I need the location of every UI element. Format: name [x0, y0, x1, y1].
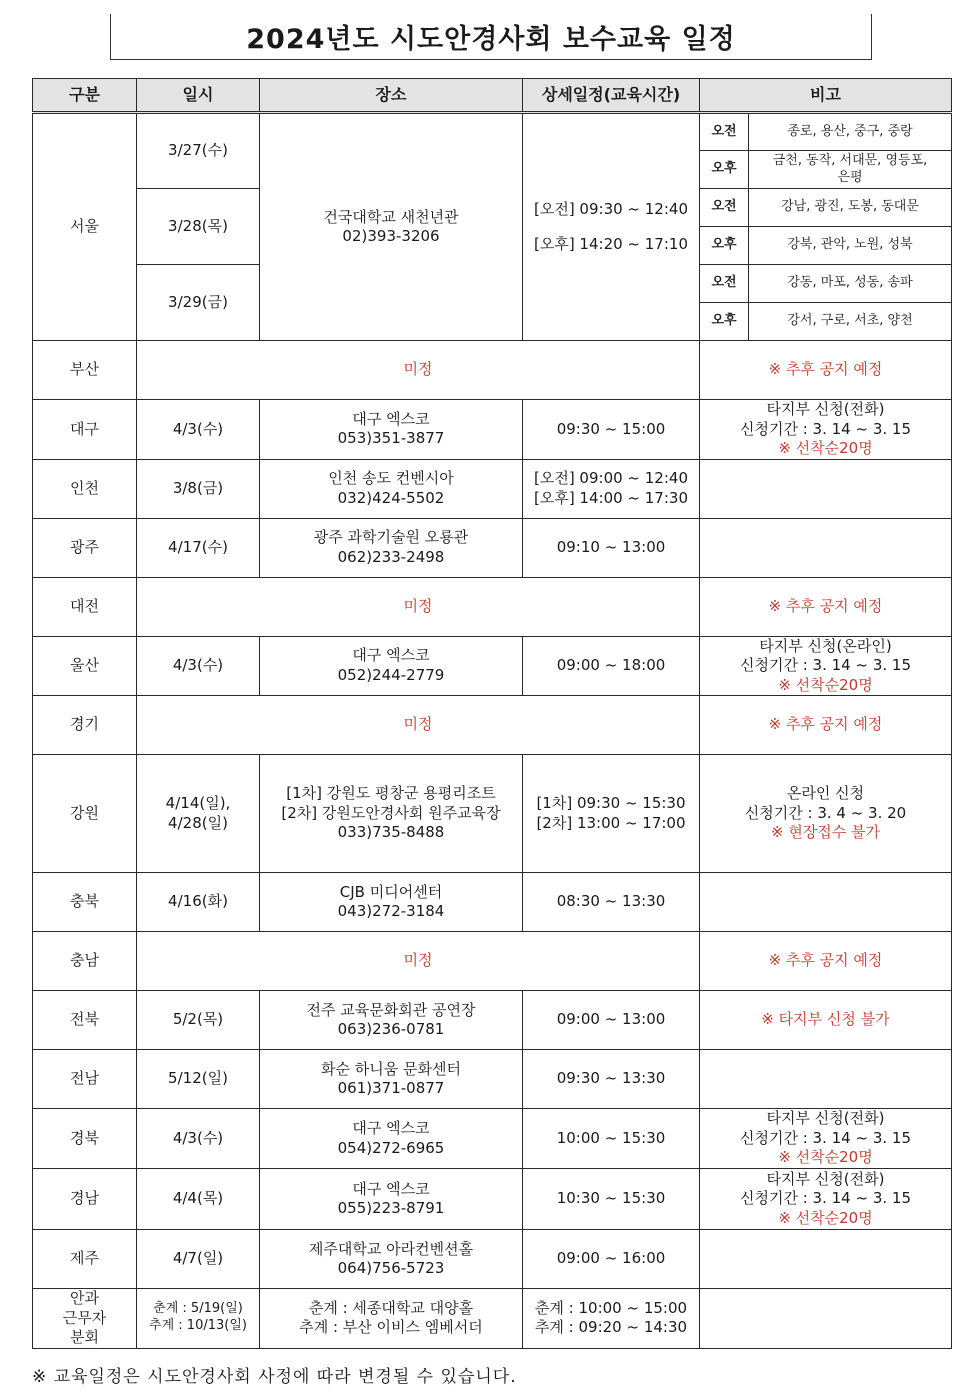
date-cell: 3/28(목)	[137, 189, 260, 265]
table-row	[33, 755, 952, 873]
note-cell: 타지부 신청(전화) 신청기간 : 3. 14 ~ 3. 15 ※ 선착순20명	[700, 1169, 952, 1230]
table-row	[33, 636, 952, 696]
session-ap: 오전	[700, 265, 749, 303]
region-cell: 충남	[33, 932, 137, 991]
table-row	[33, 341, 952, 400]
region-cell: 전남	[33, 1050, 137, 1109]
note-cell	[700, 518, 952, 577]
table-row	[33, 577, 952, 636]
date-cell: 4/3(수)	[137, 1109, 260, 1169]
date-cell: 4/14(일), 4/28(일)	[137, 755, 260, 873]
note-cell: 온라인 신청 신청기간 : 3. 4 ~ 3. 20 ※ 현장접수 불가	[700, 755, 952, 873]
table-row	[33, 113, 952, 151]
session-ap: 오후	[700, 303, 749, 341]
note-cell: ※ 추후 공지 예정	[700, 932, 952, 991]
note-cell: ※ 추후 공지 예정	[700, 696, 952, 755]
region-cell: 경북	[33, 1109, 137, 1169]
table-row	[33, 400, 952, 460]
header-note: 비고	[700, 79, 952, 113]
header-time: 상세일정(교육시간)	[523, 79, 700, 113]
date-cell: 3/27(수)	[137, 113, 260, 189]
place-cell: 인천 송도 컨벤시아 032)424-5502	[260, 459, 523, 518]
time-cell: [오전] 09:30 ~ 12:40 [오후] 14:20 ~ 17:10	[523, 113, 700, 341]
table-row	[33, 696, 952, 755]
time-cell: [오전] 09:00 ~ 12:40 [오후] 14:00 ~ 17:30	[523, 459, 700, 518]
region-cell: 충북	[33, 873, 137, 932]
place-cell: [1차] 강원도 평창군 용평리조트 [2차] 강원도안경사회 원주교육장 033)735-8488	[260, 755, 523, 873]
table-row	[33, 1109, 952, 1169]
tbd-cell: 미정	[137, 577, 700, 636]
place-cell: 광주 과학기술원 오룡관 062)233-2498	[260, 518, 523, 577]
table-row	[33, 518, 952, 577]
time-cell: [1차] 09:30 ~ 15:30 [2차] 13:00 ~ 17:00	[523, 755, 700, 873]
time-cell: 09:30 ~ 13:30	[523, 1050, 700, 1109]
table-row	[33, 873, 952, 932]
session-ap: 오전	[700, 189, 749, 227]
place-cell: 건국대학교 새천년관 02)393-3206	[260, 113, 523, 341]
footnote: ※ 교육일정은 시도안경사회 사정에 따라 변경될 수 있습니다.	[32, 1367, 517, 1387]
region-cell: 제주	[33, 1230, 137, 1289]
region-cell: 안과 근무자 분회	[33, 1289, 137, 1349]
table-row	[33, 1230, 952, 1289]
note-cell	[700, 1289, 952, 1349]
date-cell: 3/29(금)	[137, 265, 260, 341]
place-cell: 전주 교육문화회관 공연장 063)236-0781	[260, 991, 523, 1050]
date-cell: 5/2(목)	[137, 991, 260, 1050]
place-cell: 제주대학교 아라컨벤션홀 064)756-5723	[260, 1230, 523, 1289]
table-row	[33, 459, 952, 518]
note-cell	[700, 873, 952, 932]
note-cell: ※ 타지부 신청 불가	[700, 991, 952, 1050]
table-row	[33, 1169, 952, 1230]
region-cell: 인천	[33, 459, 137, 518]
note-cell: 타지부 신청(전화) 신청기간 : 3. 14 ~ 3. 15 ※ 선착순20명	[700, 400, 952, 460]
header-place: 장소	[260, 79, 523, 113]
date-cell: 4/3(수)	[137, 636, 260, 696]
date-cell: 4/7(일)	[137, 1230, 260, 1289]
place-cell: 대구 엑스코 052)244-2779	[260, 636, 523, 696]
session-areas: 강동, 마포, 성동, 송파	[749, 265, 952, 303]
header-date: 일시	[137, 79, 260, 113]
note-cell	[700, 1050, 952, 1109]
page-title: 2024년도 시도안경사회 보수교육 일정	[110, 14, 872, 60]
place-cell: 대구 엑스코 054)272-6965	[260, 1109, 523, 1169]
place-cell: 춘계 : 세종대학교 대양홀 추계 : 부산 이비스 엠베서더	[260, 1289, 523, 1349]
session-ap: 오후	[700, 151, 749, 189]
place-cell: 대구 엑스코 053)351-3877	[260, 400, 523, 460]
region-cell: 전북	[33, 991, 137, 1050]
header-row	[33, 79, 952, 113]
note-cell: 타지부 신청(온라인) 신청기간 : 3. 14 ~ 3. 15 ※ 선착순20명	[700, 636, 952, 696]
schedule-table	[32, 78, 952, 1349]
table-row	[33, 932, 952, 991]
note-cell: ※ 추후 공지 예정	[700, 577, 952, 636]
region-cell: 경기	[33, 696, 137, 755]
region-cell: 대전	[33, 577, 137, 636]
session-areas: 강서, 구로, 서초, 양천	[749, 303, 952, 341]
date-cell: 5/12(일)	[137, 1050, 260, 1109]
time-cell: 10:30 ~ 15:30	[523, 1169, 700, 1230]
date-cell: 춘계 : 5/19(일) 추계 : 10/13(일)	[137, 1289, 260, 1349]
date-cell: 4/3(수)	[137, 400, 260, 460]
time-cell: 09:00 ~ 13:00	[523, 991, 700, 1050]
date-cell: 3/8(금)	[137, 459, 260, 518]
place-cell: 대구 엑스코 055)223-8791	[260, 1169, 523, 1230]
session-areas: 강남, 광진, 도봉, 동대문	[749, 189, 952, 227]
time-cell: 09:10 ~ 13:00	[523, 518, 700, 577]
date-cell: 4/17(수)	[137, 518, 260, 577]
place-cell: CJB 미디어센터 043)272-3184	[260, 873, 523, 932]
note-cell: 타지부 신청(전화) 신청기간 : 3. 14 ~ 3. 15 ※ 선착순20명	[700, 1109, 952, 1169]
note-cell: ※ 추후 공지 예정	[700, 341, 952, 400]
date-cell: 4/4(목)	[137, 1169, 260, 1230]
note-cell	[700, 459, 952, 518]
region-cell: 강원	[33, 755, 137, 873]
region-cell: 광주	[33, 518, 137, 577]
time-cell: 10:00 ~ 15:30	[523, 1109, 700, 1169]
session-areas: 금천, 동작, 서대문, 영등포, 은평	[749, 151, 952, 189]
time-cell: 09:00 ~ 16:00	[523, 1230, 700, 1289]
time-cell: 08:30 ~ 13:30	[523, 873, 700, 932]
date-cell: 4/16(화)	[137, 873, 260, 932]
time-cell: 춘계 : 10:00 ~ 15:00 추계 : 09:20 ~ 14:30	[523, 1289, 700, 1349]
session-areas: 종로, 용산, 중구, 중랑	[749, 113, 952, 151]
region-cell: 서울	[33, 113, 137, 341]
region-cell: 대구	[33, 400, 137, 460]
tbd-cell: 미정	[137, 932, 700, 991]
tbd-cell: 미정	[137, 341, 700, 400]
table-row	[33, 1289, 952, 1349]
region-cell: 부산	[33, 341, 137, 400]
session-ap: 오후	[700, 227, 749, 265]
region-cell: 경남	[33, 1169, 137, 1230]
session-areas: 강북, 관악, 노원, 성북	[749, 227, 952, 265]
time-cell: 09:30 ~ 15:00	[523, 400, 700, 460]
header-region: 구분	[33, 79, 137, 113]
session-ap: 오전	[700, 113, 749, 151]
tbd-cell: 미정	[137, 696, 700, 755]
time-cell: 09:00 ~ 18:00	[523, 636, 700, 696]
table-row	[33, 991, 952, 1050]
region-cell: 울산	[33, 636, 137, 696]
place-cell: 화순 하니움 문화센터 061)371-0877	[260, 1050, 523, 1109]
note-cell	[700, 1230, 952, 1289]
table-row	[33, 1050, 952, 1109]
